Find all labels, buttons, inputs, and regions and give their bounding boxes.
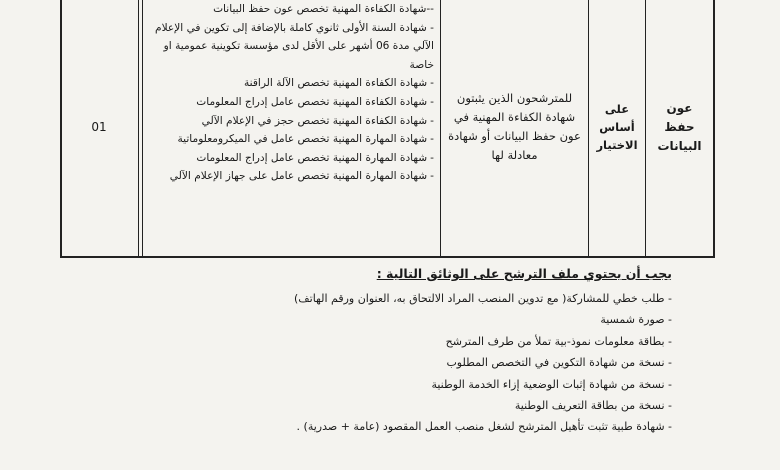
eligibility-cell xyxy=(440,0,588,256)
documents-heading: يجب أن يحتوي ملف الترشح على الوثائق التالية : xyxy=(376,266,672,281)
document-item: - بطاقة معلومات نموذ-بية تملأ من طرف المترشح xyxy=(445,334,672,348)
qualification-item: -شهادة المهارة المهنية تخصص عامل على جهاز الإعلام الآلي xyxy=(169,170,434,183)
document-item: - نسخة من شهادة إثبات الوضعية إزاء الخدمة الوطنية xyxy=(431,377,672,391)
qualifications-list xyxy=(149,0,434,186)
positions-table xyxy=(60,0,715,258)
cell-divider xyxy=(142,0,143,256)
qualification-item: -شهادة الكفاءة المهنية تخصص حجز في الإعلام الآلي xyxy=(201,114,434,127)
eligibility-text: للمترشحون الذين يثبتون شهادة الكفاءة المهنية في عون حفظ البيانات أو شهادة معادلة لها xyxy=(448,91,581,162)
recruitment-mode: على أساس الاختيار xyxy=(596,102,638,152)
qualification-item: -شهادة الكفاءة المهنية تخصص عامل إدراج المعلومات xyxy=(196,95,434,108)
job-title-cell xyxy=(645,0,713,256)
positions-count: 01 xyxy=(91,120,107,134)
recruitment-mode-cell xyxy=(588,0,645,256)
document-item: - نسخة من بطاقة التعريف الوطنية xyxy=(514,399,672,413)
qualification-item: -شهادة المهارة المهنية تخصص عامل في الميكرومعلوماتية xyxy=(177,133,434,146)
document-item: - شهادة طبية تثبت تأهيل المترشح لشغل منصب العمل المقصود (عامة + صدرية) . xyxy=(296,420,672,434)
qualifications-cell xyxy=(138,0,440,256)
document-item: - طلب خطي للمشاركة( مع تدوين المنصب المراد الالتحاق به، العنوان ورقم الهاتف) xyxy=(293,292,672,305)
qualification-item: -شهادة المهارة المهنية تخصص عامل إدراج المعلومات xyxy=(196,151,434,164)
qualification-item: - شهادة السنة الأولى ثانوي كاملة بالإضافة إلى تكوين في الإعلام الآلي مدة 06 أشهر على الأقل لدى مؤسسة تكوينية عمومية او خاصة xyxy=(155,21,434,71)
document-item: - صورة شمسية xyxy=(600,313,672,327)
document-item: - نسخة من شهادة التكوين في التخصص المطلوب xyxy=(446,356,672,370)
positions-count-cell xyxy=(60,0,138,256)
qualification-item: -شهادة الكفاءة المهنية تخصص الآلة الراقنة xyxy=(243,77,434,90)
job-title: عون حفظ البيانات xyxy=(657,100,702,153)
documents-list xyxy=(294,288,672,438)
qualification-item: --شهادة الكفاءة المهنية تخصص عون حفظ البيانات xyxy=(213,3,434,15)
